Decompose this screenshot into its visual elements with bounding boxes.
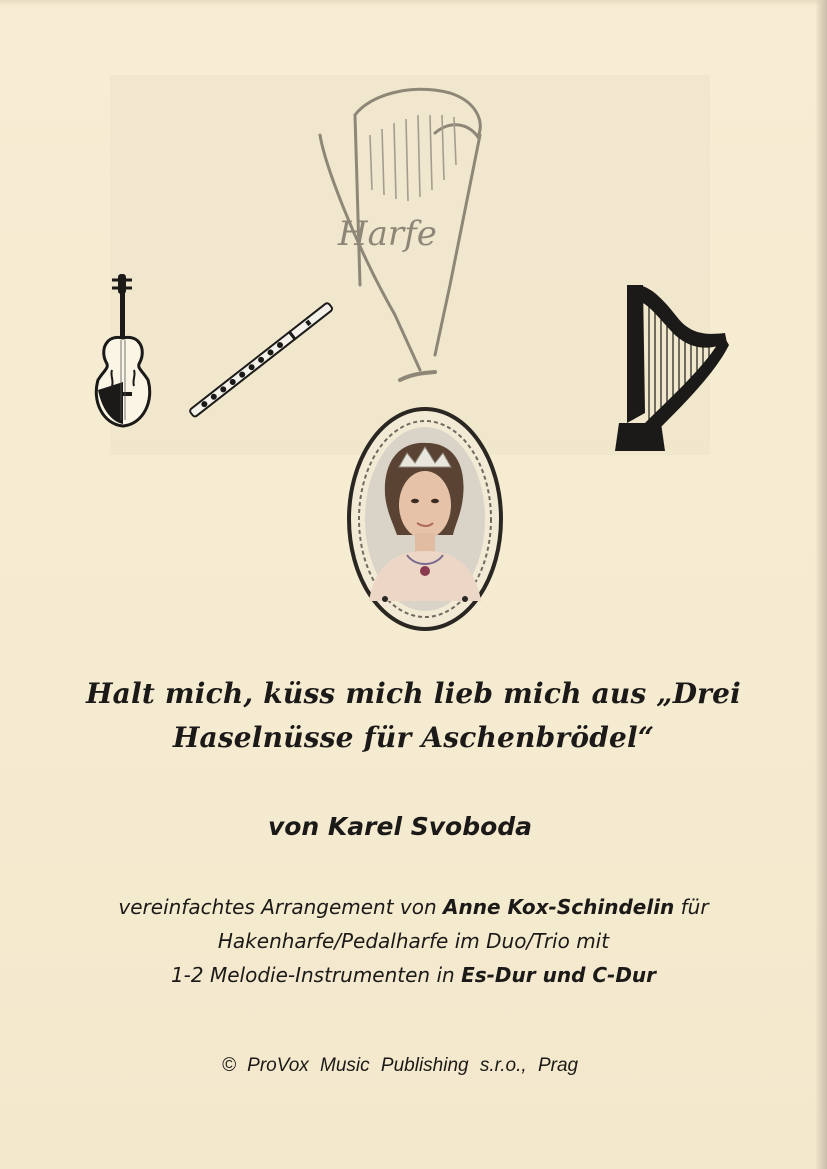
arrangement-line-3 [30,958,797,992]
arrangement-line-2: Hakenharfe/Pedalharfe im Duo/Trio mit [217,929,610,953]
arrangement-suffix: für [674,895,709,919]
arrangement-info [30,890,797,992]
arranger-name: Anne Kox-Schindelin [443,895,675,919]
page-right-edge [815,0,827,1169]
title-line-2: Haselnüsse für Aschenbrödel“ [172,721,655,754]
arrangement-keys: Es-Dur und C-Dur [461,963,657,987]
arrangement-line-3-prefix: 1-2 Melodie-Instrumenten in [170,963,462,987]
copyright-notice: © ProVox Music Publishing s.r.o., Prag [221,1055,579,1076]
arrangement-line-1 [30,890,797,924]
flute-icon [180,295,345,427]
composer-credit: von Karel Svoboda [267,812,533,841]
violin-icon [92,270,154,432]
portrait-cameo [345,405,505,633]
arrangement-prefix: vereinfachtes Arrangement von [118,895,444,919]
harp-silhouette-icon [615,283,730,453]
page-top-edge [0,0,827,6]
title-line-1: Halt mich, küss mich lieb mich aus „Drei [86,677,741,710]
song-title [40,672,787,760]
harp-logo-text: Harfe [338,214,437,254]
